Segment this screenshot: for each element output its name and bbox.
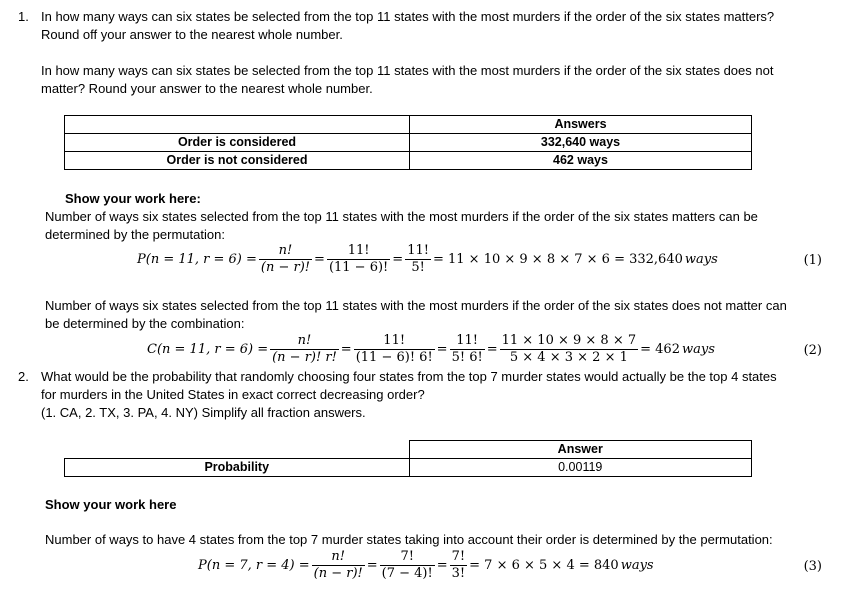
q1-work-heading: Show your work here: xyxy=(65,191,201,206)
equation-3: P(n = 7, r = 4) = $\frac{n!}{(n - r)!}$ = $\frac{7!}{(7 - 4)!}$ = $\frac{7!}{3!}$ = 7 × 6 × 5 × 4 = 840 ways xyxy=(198,549,654,581)
q2-work-heading: Show your work here xyxy=(45,497,177,512)
eq3-number: (3) xyxy=(803,559,822,574)
table-row xyxy=(65,441,752,459)
eq1-frac2: $\frac{11!}{(11 - 6)!}$ xyxy=(328,243,389,275)
eq3-frac2: $\frac{7!}{(7 - 4)!}$ xyxy=(381,549,433,581)
table-row xyxy=(65,152,752,170)
table-cell-empty xyxy=(65,441,410,459)
table-row xyxy=(65,134,752,152)
eq1-frac3: $\frac{11!}{5!}$ xyxy=(407,243,429,275)
row-label-ordered: Order is considered xyxy=(65,134,410,152)
eq3-unit: ways xyxy=(620,558,654,573)
eq1-lhs: P(n = 11, r = 6) = xyxy=(137,252,257,267)
equation-1: P(n = 11, r = 6) = $\frac{n!}{(n - r)!}$ = $\frac{11!}{(11 - 6)!}$ = $\frac{11!}{5!}$ = 11 × 10 × 9 × 8 × 7 × 6 = 332,640 ways xyxy=(137,243,718,275)
q1-line1: In how many ways can six states be selected from the top 11 states with the most murders if the order of the six states matters? xyxy=(41,9,775,24)
row-value-unordered: 462 ways xyxy=(410,152,752,170)
row-label-unordered: Order is not considered xyxy=(65,152,410,170)
eq3-rhs: = 7 × 6 × 5 × 4 = 840 xyxy=(469,558,619,573)
eq1-number: (1) xyxy=(803,253,822,268)
eq2-lhs: C(n = 11, r = 6) = xyxy=(147,342,269,357)
eq2-frac1: $\frac{n!}{(n - r)! r!}$ xyxy=(272,333,337,365)
eq3-frac1: $\frac{n!}{(n - r)!}$ xyxy=(313,549,363,581)
eq2-frac2: $\frac{11!}{(11 - 6)! 6!}$ xyxy=(355,333,433,365)
perm-text-1: Number of ways six states selected from the top 11 states with the most murders if the order of the six states matters can be xyxy=(45,209,758,224)
q1-line3: In how many ways can six states be selected from the top 11 states with the most murders if the order of the six states does not xyxy=(41,63,774,78)
eq3-lhs: P(n = 7, r = 4) = xyxy=(198,558,310,573)
q2-line1: What would be the probability that randomly choosing four states from the top 7 murder states would actually be the top 4 states xyxy=(41,369,777,384)
probability-label: Probability xyxy=(65,459,410,477)
q1-number: 1. xyxy=(18,9,29,24)
q2-number: 2. xyxy=(18,369,29,384)
q2-line3: (1. CA, 2. TX, 3. PA, 4. NY) Simplify all fraction answers. xyxy=(41,405,366,420)
q2-perm-text: Number of ways to have 4 states from the top 7 murder states taking into account their order is determined by the permutation: xyxy=(45,532,773,547)
eq1-unit: ways xyxy=(684,252,718,267)
eq3-frac3: $\frac{7!}{3!}$ xyxy=(451,549,466,581)
eq2-frac4: $\frac{11 \times 10 \times 9 \times 8 \times 7}{5 \times 4 \times 3 \times 2 \times 1}$ xyxy=(501,333,637,365)
q1-line2: Round off your answer to the nearest whole number. xyxy=(41,27,343,42)
q2-line2: for murders in the United States in exact correct decreasing order? xyxy=(41,387,425,402)
eq2-number: (2) xyxy=(803,343,822,358)
answer-header: Answer xyxy=(409,441,752,459)
table-row xyxy=(65,116,752,134)
table-row xyxy=(65,459,752,477)
eq1-rhs: = 11 × 10 × 9 × 8 × 7 × 6 = 332,640 xyxy=(432,252,683,267)
q1-line4: matter? Round your answer to the nearest whole number. xyxy=(41,81,373,96)
comb-text-2: be determined by the combination: xyxy=(45,316,245,331)
comb-text-1: Number of ways six states selected from the top 11 states with the most murders if the order of the six states does not matter can xyxy=(45,298,787,313)
eq2-rhs: = 462 xyxy=(640,342,680,357)
q1-answer-table xyxy=(64,115,752,170)
equation-2: C(n = 11, r = 6) = $\frac{n!}{(n - r)! r!}$ = $\frac{11!}{(11 - 6)! 6!}$ = $\frac{11!}{5! 6!}$ = $\frac{11 \times 10 \times 9 \times 8 \times 7}{5 \times 4 \times 3 \times 2 \times 1}$ = 462 ways xyxy=(147,333,715,365)
eq2-unit: ways xyxy=(681,342,715,357)
eq1-frac1: $\frac{n!}{(n - r)!}$ xyxy=(260,243,311,275)
eq2-frac3: $\frac{11!}{5! 6!}$ xyxy=(451,333,483,365)
perm-text-2: determined by the permutation: xyxy=(45,227,225,242)
probability-value: 0.00119 xyxy=(409,459,752,477)
table-cell-empty xyxy=(65,116,410,134)
q2-answer-table xyxy=(64,440,752,477)
answers-header: Answers xyxy=(410,116,752,134)
row-value-ordered: 332,640 ways xyxy=(410,134,752,152)
